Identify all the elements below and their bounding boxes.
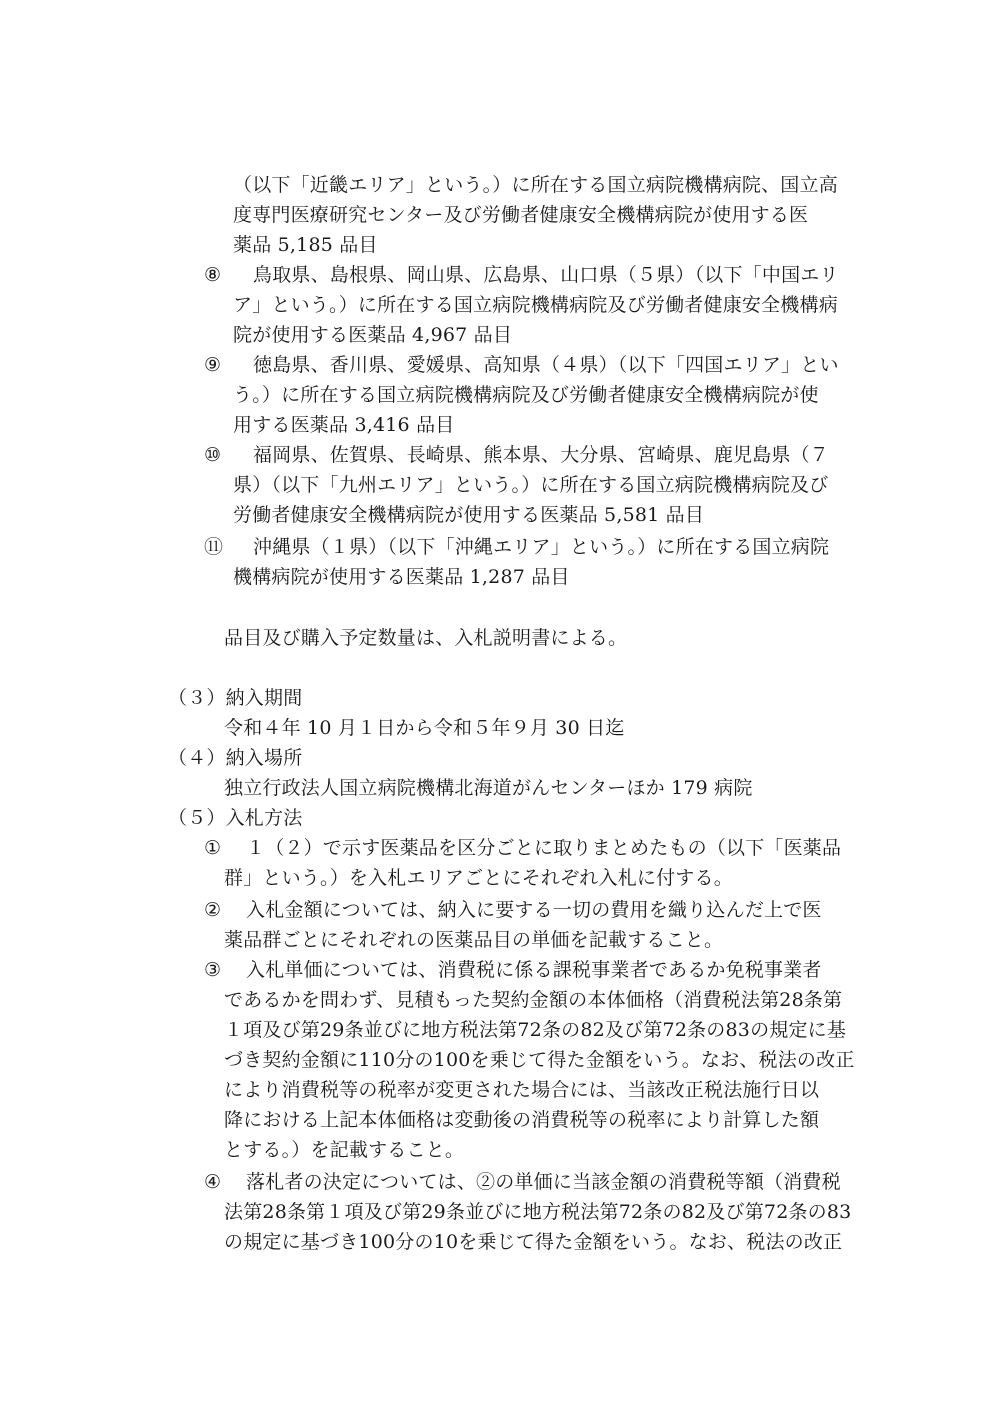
item-line: づき契約金額に110分の100を乗じて得た金額をいう。なお、税法の改正 — [224, 1049, 855, 1071]
item-line: であるかを問わず、見積もった契約金額の本体価格（消費税法第28条第 — [224, 989, 843, 1011]
item-line: 院が使用する医薬品 4,967 品目 — [233, 324, 513, 346]
intro-line: （以下「近畿エリア」という。）に所在する国立病院機構病院、国立高 — [233, 174, 838, 196]
item-line: 労働者健康安全機構病院が使用する医薬品 5,581 品目 — [233, 504, 705, 526]
item-marker: ⑨ — [204, 354, 222, 376]
item-line: 群」という。）を入札エリアごとにそれぞれ入札に付する。 — [224, 867, 733, 889]
item-line: とする。）を記載すること。 — [224, 1139, 465, 1161]
item-marker: ② — [204, 899, 222, 921]
item-line: 薬品群ごとにそれぞれの医薬品目の単価を記載すること。 — [224, 929, 724, 951]
section-heading: （３）納入期間 — [168, 687, 303, 709]
item-line: ア」という。）に所在する国立病院機構病院及び労働者健康安全機構病 — [233, 294, 838, 316]
delivery-location: 独立行政法人国立病院機構北海道がんセンターほか 179 病院 — [224, 777, 753, 799]
intro-line: 薬品 5,185 品目 — [233, 234, 378, 256]
item-line: の規定に基づき100分の10を乗じて得た金額をいう。なお、税法の改正 — [224, 1231, 843, 1253]
intro-line: 度専門医療研究センター及び労働者健康安全機構病院が使用する医 — [233, 204, 809, 226]
item-line: 徳島県、香川県、愛媛県、高知県（４県）（以下「四国エリア」とい — [253, 354, 839, 376]
item-line: 県）（以下「九州エリア」という。）に所在する国立病院機構病院及び — [233, 474, 829, 496]
item-line: 入札金額については、納入に要する一切の費用を織り込んだ上で医 — [246, 899, 822, 921]
item-line: 入札単価については、消費税に係る課税事業者であるか免税事業者 — [246, 959, 822, 981]
item-marker: ⑩ — [204, 444, 222, 466]
item-line: 沖縄県（１県）（以下「沖縄エリア」という。）に所在する国立病院 — [253, 536, 830, 558]
item-line: １（２）で示す医薬品を区分ごとに取りまとめたもの（以下「医薬品 — [246, 837, 842, 859]
item-line: う。）に所在する国立病院機構病院及び労働者健康安全機構病院が使 — [233, 384, 819, 406]
item-line: 鳥取県、島根県、岡山県、広島県、山口県（５県）（以下「中国エリ — [253, 264, 839, 286]
item-marker: ⑪ — [204, 536, 224, 558]
item-marker: ③ — [204, 959, 222, 981]
item-line: により消費税等の税率が変更された場合には、当該改正税法施行日以 — [224, 1079, 820, 1101]
item-line: 用する医薬品 3,416 品目 — [233, 414, 455, 436]
item-line: 福岡県、佐賀県、長崎県、熊本県、大分県、宮崎県、鹿児島県（７ — [253, 444, 830, 466]
item-line: 機構病院が使用する医薬品 1,287 品目 — [233, 566, 570, 588]
section-heading: （５）入札方法 — [168, 807, 303, 829]
item-line: １項及び第29条並びに地方税法第72条の82及び第72条の83の規定に基 — [224, 1019, 847, 1041]
item-line: 法第28条第１項及び第29条並びに地方税法第72条の82及び第72条の83 — [224, 1201, 852, 1223]
delivery-period: 令和４年 10 月１日から令和５年９月 30 日迄 — [224, 717, 625, 739]
item-line: 落札者の決定については、②の単価に当該金額の消費税等額（消費税 — [246, 1171, 841, 1193]
item-marker: ④ — [204, 1171, 222, 1193]
section-heading: （４）納入場所 — [168, 747, 303, 769]
item-line: 降における上記本体価格は変動後の消費税等の税率により計算した額 — [224, 1109, 820, 1131]
quantity-note: 品目及び購入予定数量は、入札説明書による。 — [224, 627, 628, 649]
item-marker: ① — [204, 837, 222, 859]
item-marker: ⑧ — [204, 264, 222, 286]
